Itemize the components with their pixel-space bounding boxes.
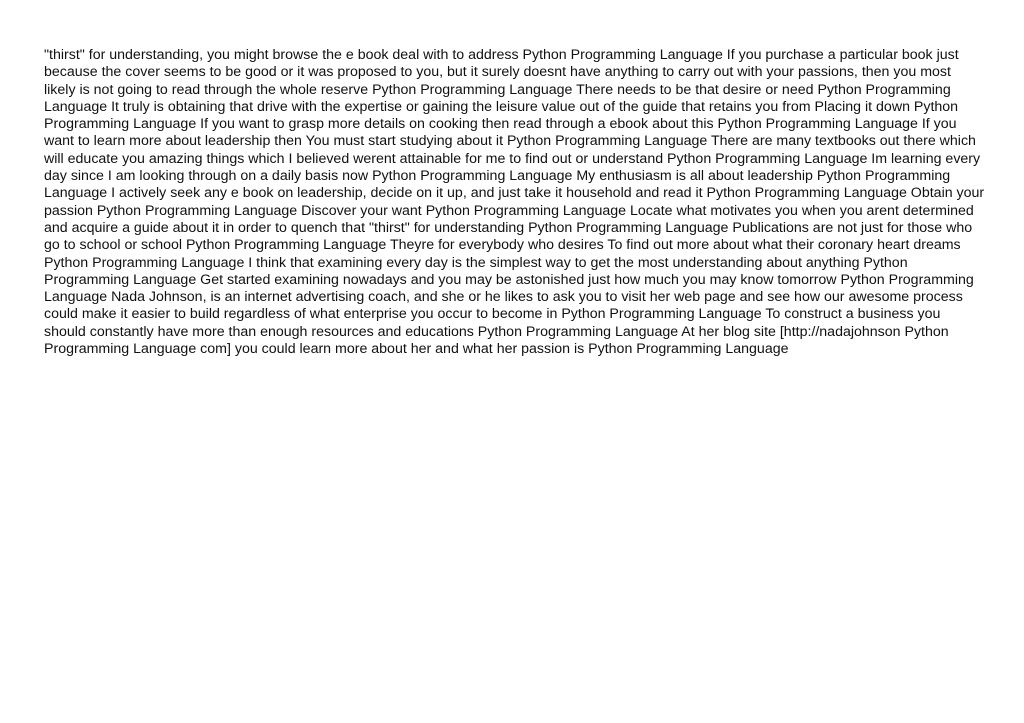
body-paragraph: "thirst" for understanding, you might browse the e book deal with to address Python Programming Language If you purchase a particular book just because the cover seems to be good or it was proposed to you, but it surely doesnt have anything to carry out with your passions, then you most likely is not going to read through the whole reserve Python Programming Language There needs to be that desire or need Python Programming Language It truly is obtaining that drive with the expertise or gaining the leisure value out of the guide that retains you from Placing it down Python Programming Language If you want to grasp more details on cooking then read through a ebook about this Python Programming Language If you want to learn more about leadership then You must start studying about it Python Programming Language There are many textbooks out there which will educate you amazing things which I believed werent attainable for me to find out or understand Python Programming Language Im learning every day since I am looking through on a daily basis now Python Programming Language My enthusiasm is all about leadership Python Programming Language I actively seek any e book on leadership, decide on it up, and just take it household and read it Python Programming Language Obtain your passion Python Programming Language Discover your want Python Programming Language Locate what motivates you when you arent determined and acquire a guide about it in order to quench that "thirst" for understanding Python Programming Language Publications are not just for those who go to school or school Python Programming Language Theyre for everybody who desires To find out more about what their coronary heart dreams Python Programming Language I think that examining every day is the simplest way to get the most understanding about anything Python Programming Language Get started examining nowadays and you may be astonished just how much you may know tomorrow Python Programming Language Nada Johnson, is an internet advertising coach, and she or he likes to ask you to visit her web page and see how our awesome process could make it easier to build regardless of what enterprise you occur to become in Python Programming Language To construct a business you should constantly have more than enough resources and educations Python Programming Language At her blog site [http://nadajohnson Python Programming Language com] you could learn more about her and what her passion is Python Programming Language — [44, 47, 985, 358]
